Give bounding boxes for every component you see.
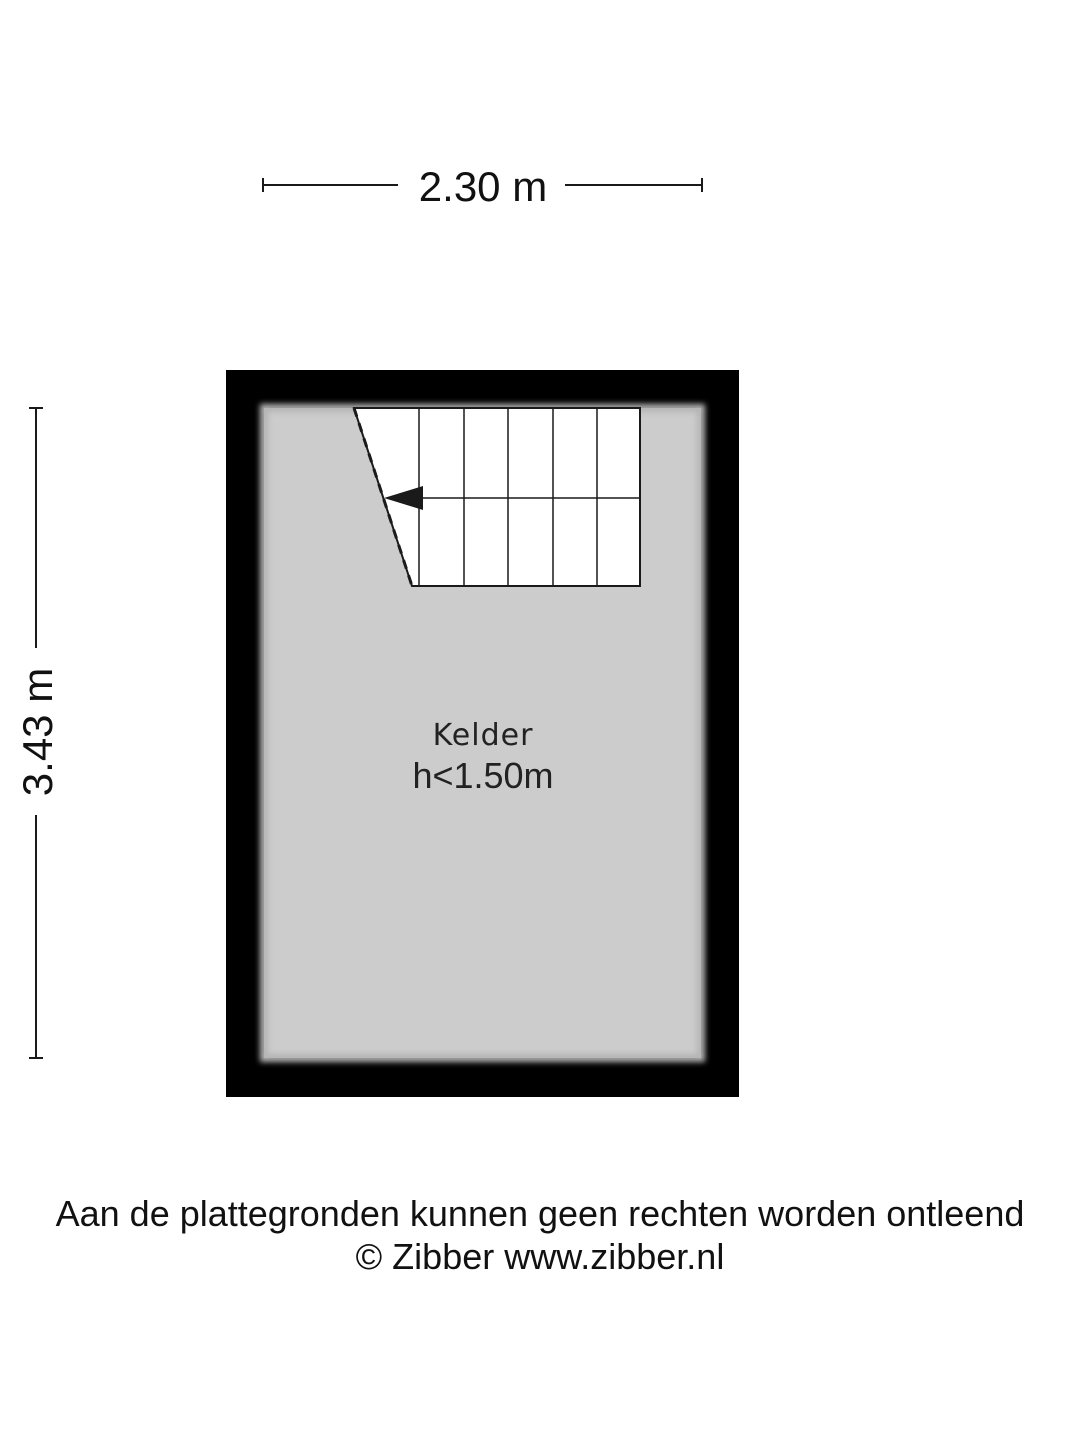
height-dimension <box>14 408 61 1058</box>
room-height-note: h<1.50m <box>412 755 554 796</box>
height-label: 3.43 m <box>14 667 61 797</box>
disclaimer-text: Aan de plattegronden kunnen geen rechten worden ontleend <box>55 1193 1025 1234</box>
copyright-text: © Zibber www.zibber.nl <box>355 1236 725 1277</box>
width-dimension <box>263 163 702 210</box>
width-label: 2.30 m <box>418 163 548 210</box>
room-name: Kelder <box>432 718 534 753</box>
